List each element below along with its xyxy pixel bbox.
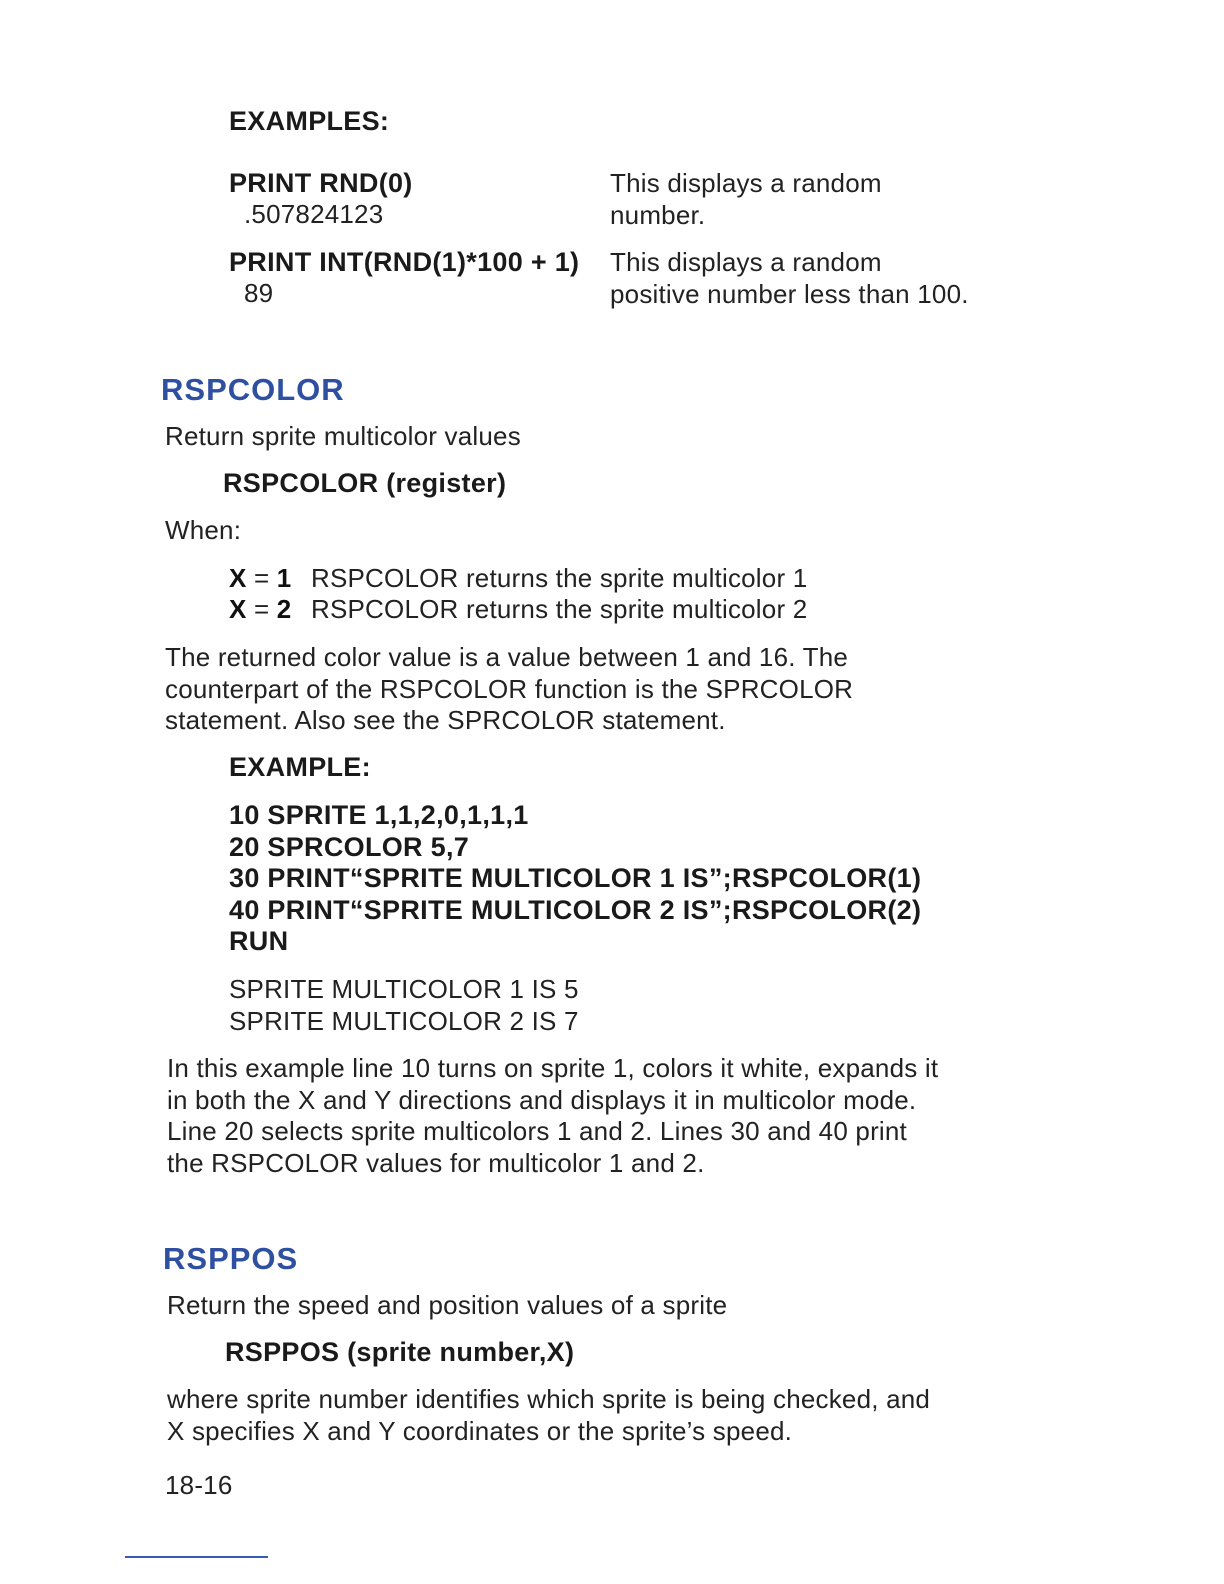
- description-line: X specifies X and Y coordinates or the sprite’s speed.: [167, 1415, 793, 1446]
- explanation-line: In this example line 10 turns on sprite 1, colors it white, expands it: [167, 1053, 939, 1083]
- rsppos-description: [167, 1384, 930, 1447]
- rspcolor-explanation: [167, 1053, 938, 1179]
- code-line: 20 SPRCOLOR 5,7: [229, 831, 470, 862]
- rspcolor-condition-1: [229, 563, 291, 595]
- condition-eq: =: [246, 563, 277, 593]
- explanation-line: Line 20 selects sprite multicolors 1 and 2. Lines 30 and 40 print: [167, 1116, 907, 1146]
- output-line: SPRITE MULTICOLOR 1 IS 5: [229, 974, 579, 1004]
- rspcolor-example-heading: EXAMPLE:: [229, 752, 371, 782]
- rspcolor-when-label: When:: [165, 515, 242, 545]
- example-2-description: [610, 247, 969, 310]
- condition-eq: =: [246, 594, 277, 624]
- condition-value: 2: [276, 594, 292, 624]
- rsppos-syntax: RSPPOS (sprite number,X): [225, 1337, 575, 1367]
- code-line: 30 PRINT“SPRITE MULTICOLOR 1 IS”;RSPCOLOR(1): [229, 863, 922, 893]
- rspcolor-code-block: [229, 800, 921, 958]
- page-number: 18-16: [165, 1470, 233, 1500]
- output-line: SPRITE MULTICOLOR 2 IS 7: [229, 1005, 579, 1036]
- description-line: counterpart of the RSPCOLOR function is the SPRCOLOR: [165, 673, 854, 704]
- rspcolor-condition-2-text: RSPCOLOR returns the sprite multicolor 2: [311, 594, 808, 624]
- example-1-command: PRINT RND(0): [229, 168, 413, 198]
- condition-var: X: [229, 563, 247, 593]
- code-line: 40 PRINT“SPRITE MULTICOLOR 2 IS”;RSPCOLOR(2): [229, 894, 922, 925]
- examples-heading: EXAMPLES:: [229, 106, 390, 136]
- code-line: 10 SPRITE 1,1,2,0,1,1,1: [229, 800, 529, 830]
- example-1-output: .507824123: [244, 199, 384, 229]
- rspcolor-output-block: [229, 974, 579, 1037]
- rspcolor-condition-1-text: RSPCOLOR returns the sprite multicolor 1: [311, 563, 808, 593]
- rspcolor-summary: Return sprite multicolor values: [165, 421, 521, 451]
- code-line: RUN: [229, 926, 289, 956]
- description-line: where sprite number identifies which sprite is being checked, and: [167, 1384, 931, 1414]
- description-line: The returned color value is a value between 1 and 16. The: [165, 642, 849, 672]
- condition-var: X: [229, 594, 247, 624]
- example-1-desc-line: number.: [610, 199, 706, 230]
- rsppos-summary: Return the speed and position values of a sprite: [167, 1290, 728, 1320]
- example-2-command: PRINT INT(RND(1)*100 + 1): [229, 247, 580, 277]
- example-1-desc-line: This displays a random: [610, 168, 882, 198]
- explanation-line: the RSPCOLOR values for multicolor 1 and 2.: [167, 1147, 705, 1178]
- description-line: statement. Also see the SPRCOLOR statement.: [165, 705, 726, 735]
- example-2-output: 89: [244, 278, 274, 308]
- rspcolor-description: [165, 642, 853, 737]
- example-2-desc-line: This displays a random: [610, 247, 882, 277]
- condition-value: 1: [276, 563, 292, 593]
- example-1-description: [610, 168, 882, 231]
- rspcolor-syntax: RSPCOLOR (register): [223, 468, 507, 498]
- example-2-desc-line: positive number less than 100.: [610, 278, 969, 309]
- explanation-line: in both the X and Y directions and displays it in multicolor mode.: [167, 1084, 917, 1115]
- rspcolor-condition-2: [229, 594, 291, 626]
- rspcolor-title: RSPCOLOR: [161, 372, 345, 407]
- footer-divider: [125, 1556, 268, 1558]
- rsppos-title: RSPPOS: [163, 1241, 299, 1276]
